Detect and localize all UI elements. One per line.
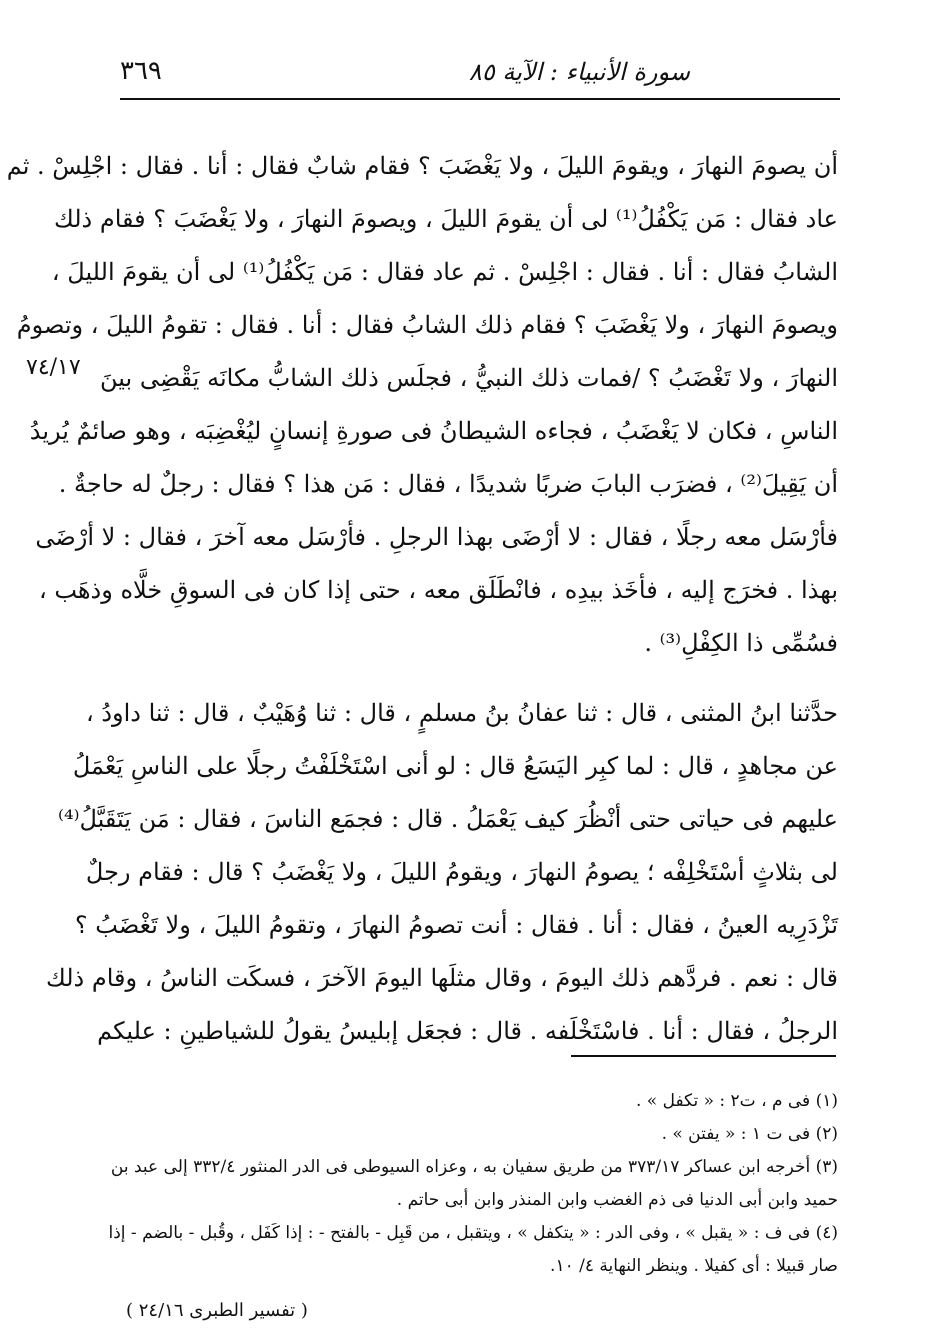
text-line: لى بثلاثٍ أسْتَخْلِفْه ؛ يصومُ النهارَ ، ويقومُ الليلَ ، ولا يَغْضَبُ ؟ قال : فقام رجلٌ bbox=[85, 858, 838, 886]
header-rule bbox=[120, 98, 840, 100]
text-line: حدَّثنا ابنُ المثنى ، قال : ثنا عفانُ بنُ مسلمٍ ، قال : ثنا وُهَيْبٌ ، قال : ثنا داودُ ، bbox=[85, 699, 838, 727]
text-line: أن يَقِيلَ⁽²⁾ ، فضرَب البابَ ضربًا شديدًا ، فقال : مَن هذا ؟ فقال : رجلٌ له حاجةٌ . bbox=[58, 470, 838, 498]
page-header bbox=[120, 54, 840, 94]
text-line: فأرْسَل معه رجلًا ، فقال : لا أرْضَى بهذا الرجلِ . فأرْسَل معه آخرَ ، فقال : لا أرْضَى bbox=[35, 523, 838, 551]
footnote-line: حميد وابن أبى الدنيا فى ذم الغضب وابن المنذر وابن أبى حاتم . bbox=[396, 1190, 838, 1210]
page-number: ٣٦٩ bbox=[120, 56, 162, 86]
text-line: الشابُ فقال : أنا . فقال : اجْلِسْ . ثم عاد فقال : مَن يَكْفُلُ⁽¹⁾ لى أن يقومَ الليلَ ، bbox=[51, 258, 838, 286]
footnote-line: (١) فى م ، ت٢ : « تكفل » . bbox=[635, 1091, 838, 1111]
paragraph-2 bbox=[46, 687, 838, 1058]
paragraph-gap bbox=[126, 670, 838, 687]
footnotes bbox=[108, 1085, 838, 1283]
text-line: ويصومَ النهارَ ، ولا يَغْضَبَ ؟ فقام ذلك الشابُ فقال : أنا . فقال : تقومُ الليلَ ، وتصومُ bbox=[16, 311, 838, 339]
footnote-line: (٤) فى ف : « يقبل » ، وفى الدر : « يتكفل » ، ويتقبل ، من قَبِل - بالفتح - : إذا كَفَل ، وقُبل - بالضم - إذا bbox=[108, 1223, 838, 1243]
footnote-line: (٣) أخرجه ابن عساكر ٣٧٣/١٧ من طريق سفيان به ، وعزاه السيوطى فى الدر المنثور ٣٣٢/٤ إلى عبد بن bbox=[110, 1157, 838, 1177]
margin-reference: ٧٤/١٧ bbox=[26, 355, 81, 380]
text-line: الرجلُ ، فقال : أنا . فاسْتَخْلَفه . قال : فجعَل إبليسُ يقولُ للشياطينِ : عليكم bbox=[97, 1017, 838, 1045]
running-title: سورة الأنبياء : الآية ٨٥ bbox=[468, 58, 690, 86]
footnote-line: (٢) فى ت ١ : « يفتن » . bbox=[661, 1124, 838, 1144]
text-line: فسُمِّى ذا الكِفْلِ⁽³⁾ . bbox=[644, 629, 838, 657]
text-line: بهذا . فخرَج إليه ، فأخَذ بيدِه ، فانْطَلَق معه ، حتى إذا كان فى السوقِ خلَّاه وذهَب ، bbox=[38, 576, 838, 604]
footnote-rule bbox=[571, 1055, 836, 1057]
text-line: عن مجاهدٍ ، قال : لما كبِر اليَسَعُ قال : لو أنى اسْتَخْلَفْتُ رجلًا على الناسِ يَعْمَلُ bbox=[72, 752, 838, 780]
text-line: النهارَ ، ولا تَغْضَبُ ؟ /فمات ذلك النبيُّ ، فجلَس ذلك الشابُّ مكانَه يَقْضِى بينَ bbox=[100, 364, 838, 392]
text-line: تَزْدَرِيه العينُ ، فقال : أنا . فقال : أنت تصومُ النهارَ ، وتقومُ الليلَ ، ولا تَغْضَبُ ؟ bbox=[74, 911, 838, 939]
text-line: عاد فقال : مَن يَكْفُلُ⁽¹⁾ لى أن يقومَ الليلَ ، ويصومَ النهارَ ، ولا يَغْضَبَ ؟ فقام ذلك bbox=[54, 205, 838, 233]
page-footer: ( تفسير الطبرى ٢٤/١٦ ) bbox=[126, 1300, 308, 1321]
text-line: قال : نعم . فردَّهم ذلك اليومَ ، وقال مثلَها اليومَ الآخرَ ، فسكَت الناسُ ، وقام ذلك bbox=[46, 964, 838, 992]
text-line: عليهم فى حياتى حتى أنْظُرَ كيف يَعْمَلُ . قال : فجمَع الناسَ ، فقال : مَن يَتَقَبَّلُ⁽⁴⁾ bbox=[58, 805, 838, 833]
footnote-line: صار قبيلا : أى كفيلا . وينظر النهاية ٤/ ١٠. bbox=[550, 1256, 838, 1276]
text-line: الناسِ ، فكان لا يَغْضَبُ ، فجاءه الشيطانُ فى صورةِ إنسانٍ ليُغْضِبَه ، وهو صائمٌ يُريدُ bbox=[29, 417, 838, 445]
text-line: أن يصومَ النهارَ ، ويقومَ الليلَ ، ولا يَغْضَبَ ؟ فقام شابٌ فقال : أنا . فقال : اجْلِسْ . ثم bbox=[6, 152, 838, 180]
